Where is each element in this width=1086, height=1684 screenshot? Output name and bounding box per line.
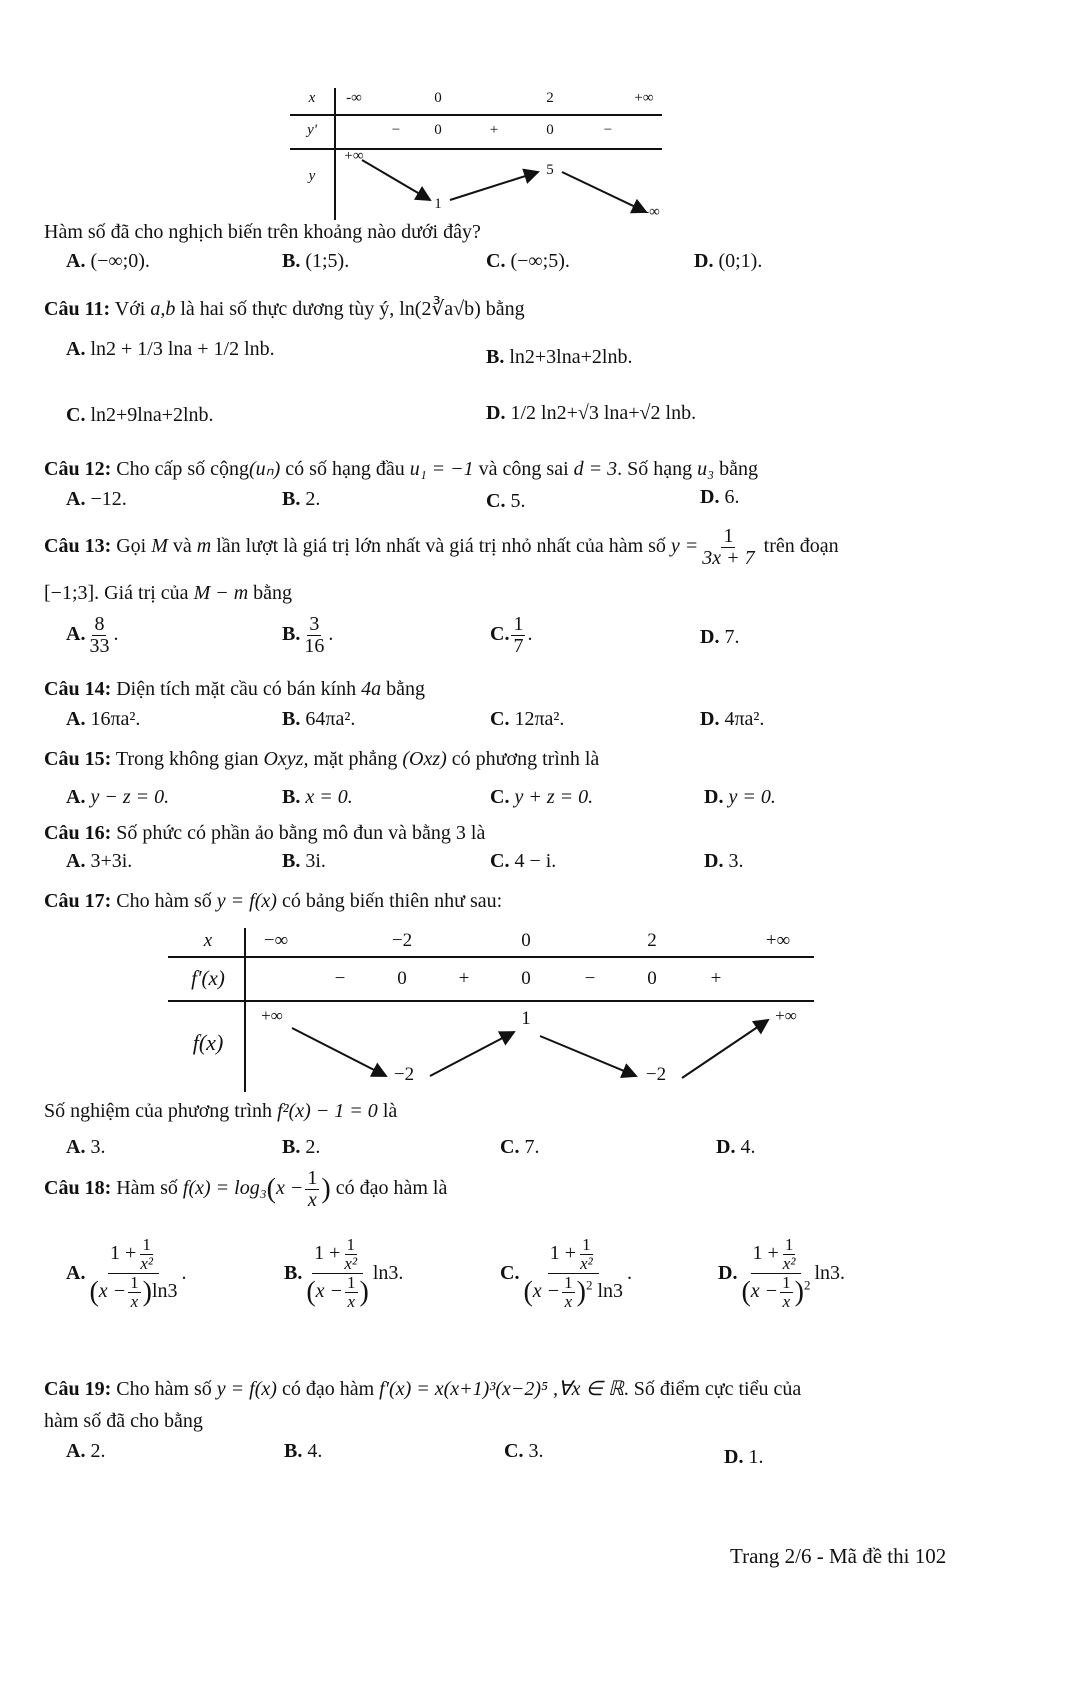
q16-option-b[interactable] <box>282 850 326 873</box>
math-text: x − <box>750 1279 779 1302</box>
stem-math: 4a <box>361 678 382 700</box>
option-text: 2. <box>305 1136 321 1158</box>
option-label: C. <box>504 1440 524 1462</box>
y-value: +∞ <box>344 148 364 164</box>
q17-question <box>44 1100 397 1123</box>
q16-option-c[interactable] <box>490 850 556 873</box>
x-value: +∞ <box>765 930 791 951</box>
q13-option-c[interactable]: C. $\frac{1}{7}$ . <box>490 613 533 657</box>
option-label: D. <box>486 402 506 424</box>
fraction-numerator: 1 <box>784 1235 794 1254</box>
option-text: 6. <box>724 486 740 508</box>
fraction-numerator <box>751 1236 802 1274</box>
option-text: 1. <box>748 1446 764 1468</box>
fraction-numerator <box>108 1236 159 1274</box>
option-label: A. <box>66 1136 86 1158</box>
q18-option-c[interactable] <box>500 1236 632 1310</box>
stem-math: u₃ <box>697 458 715 480</box>
q10-option-c[interactable] <box>486 250 570 273</box>
q17-option-a[interactable] <box>66 1136 105 1159</box>
option-label: B. <box>284 1440 303 1462</box>
fraction-denominator: (x − $\frac{1}{x}$ ) <box>306 1272 369 1311</box>
row-label-yprime: y' <box>307 122 317 138</box>
option-fraction <box>511 614 525 657</box>
q12-stem <box>44 456 758 481</box>
fraction-numerator: 1 <box>582 1235 591 1254</box>
option-label: D. <box>700 486 720 508</box>
arrow-down-icon <box>292 1028 386 1076</box>
q14-option-a[interactable] <box>66 708 140 731</box>
stem-text: mặt phẳng <box>313 748 398 770</box>
fraction-denominator: x <box>307 1189 317 1211</box>
stem-math: (Oxz) <box>402 748 447 770</box>
q12-option-b[interactable] <box>282 488 320 511</box>
stem-text: Số phức có phần ảo bằng mô đun và bằng 3 là <box>116 822 486 844</box>
stem-text: . Số điểm cực tiểu của <box>623 1378 802 1400</box>
stem-text: có số hạng đầu <box>285 458 405 480</box>
q10-question: Hàm số đã cho nghịch biến trên khoảng nào dưới đây? <box>44 221 481 243</box>
fraction-denominator: 33 <box>89 635 110 657</box>
fprime-value: 0 <box>647 968 657 989</box>
fraction-numerator <box>548 1236 599 1274</box>
fprime-sign: + <box>710 968 722 989</box>
f-value: +∞ <box>775 1006 797 1025</box>
q12-option-d[interactable] <box>700 486 739 509</box>
exponent: 2 <box>585 1276 593 1292</box>
stem-text: có phương trình là <box>451 748 600 770</box>
option-label: B. <box>282 250 301 272</box>
stem-text: và <box>172 535 192 558</box>
stem-text: có đạo hàm <box>281 1378 375 1400</box>
q15-stem <box>44 748 599 771</box>
f-value: 1 <box>521 1008 531 1029</box>
option-label: B. <box>282 708 301 730</box>
fraction-numerator: 8 <box>94 613 105 635</box>
q14-option-c[interactable] <box>490 708 564 731</box>
q17-variation-table <box>168 928 818 1092</box>
option-text: 4. <box>307 1440 323 1462</box>
q12-option-c[interactable] <box>486 490 525 513</box>
option-text: 2. <box>90 1440 106 1462</box>
f-value: −2 <box>645 1064 667 1085</box>
stem-text: Số nghiệm của phương trình <box>44 1100 273 1122</box>
stem-math: y = f(x) <box>216 1378 277 1400</box>
question-number: Câu 15: <box>44 748 112 770</box>
option-label: C. <box>500 1261 520 1284</box>
fprime-value: 0 <box>521 968 531 989</box>
stem-text: Cho hàm số <box>116 890 212 912</box>
row-label-fprime: f′(x) <box>191 966 225 990</box>
q19-option-b[interactable] <box>284 1440 322 1463</box>
option-label: D. <box>704 786 724 808</box>
q17-option-d[interactable] <box>716 1136 755 1159</box>
option-text: ln2+3lna+2lnb. <box>509 346 633 368</box>
stem-text: trên đoạn <box>763 535 839 558</box>
option-label: C. <box>490 623 510 646</box>
question-number: Câu 16: <box>44 822 112 844</box>
q11-stem <box>44 296 525 321</box>
stem-text: Cho hàm số <box>116 1378 212 1400</box>
fraction-denominator: 16 <box>304 635 325 657</box>
q11-option-d[interactable] <box>486 402 696 425</box>
question-number: Câu 19: <box>44 1378 112 1400</box>
x-value: 0 <box>521 930 531 951</box>
option-text: ln2+9lna+2lnb. <box>90 404 214 426</box>
q10-variation-table <box>290 88 670 220</box>
q19-option-c[interactable] <box>504 1440 543 1463</box>
x-value: −2 <box>391 930 413 951</box>
option-label: B. <box>282 1136 301 1158</box>
fprime-sign: − <box>584 968 596 989</box>
option-label: A. <box>66 488 86 510</box>
f-value: −2 <box>393 1064 415 1085</box>
fraction-numerator: 1 <box>346 1235 355 1254</box>
option-text: ln2 + 1/3 lna + 1/2 lnb. <box>90 338 275 360</box>
math-text: 1 + <box>110 1241 137 1264</box>
math-text: 1 + <box>549 1241 577 1264</box>
q15-option-c[interactable] <box>490 786 593 809</box>
fraction-numerator <box>312 1236 363 1274</box>
stem-text: Diện tích mặt cầu có bán kính <box>116 678 357 700</box>
stem-text: bằng <box>719 458 758 480</box>
fraction-denominator: x <box>782 1291 791 1311</box>
option-text: 3. <box>728 850 744 872</box>
q19-option-a[interactable] <box>66 1440 105 1463</box>
stem-math: m <box>196 535 212 558</box>
q13-stem-line2 <box>44 582 292 605</box>
stem-math: f(x) = log₃ <box>182 1177 267 1200</box>
q18-option-b[interactable] <box>284 1236 403 1310</box>
fraction-numerator: 1 <box>347 1272 356 1292</box>
fraction-numerator: 1 <box>130 1272 139 1292</box>
q19-stem <box>44 1376 801 1401</box>
option-label: D. <box>724 1446 744 1468</box>
fraction-numerator: 1 <box>513 613 524 635</box>
q13-stem <box>44 526 839 569</box>
q15-option-b[interactable] <box>282 786 353 809</box>
arrow-down-icon <box>562 172 646 212</box>
q12-option-a[interactable] <box>66 488 127 511</box>
option-label: B. <box>282 850 301 872</box>
stem-math: ln(2∛a√b) <box>399 298 481 320</box>
q10-option-a[interactable] <box>66 250 150 273</box>
option-text: 3. <box>528 1440 544 1462</box>
option-label: D. <box>700 626 720 648</box>
option-text: 7. <box>724 626 740 648</box>
stem-text: . Giá trị của <box>94 582 189 604</box>
fprime-sign: + <box>458 968 470 989</box>
stem-text: bằng <box>485 298 525 320</box>
option-text: 16πa². <box>90 708 141 730</box>
stem-text: Cho cấp số cộng <box>116 458 249 480</box>
option-label: D. <box>718 1261 738 1284</box>
option-text: −12. <box>90 488 127 510</box>
option-label: C. <box>490 786 510 808</box>
question-number: Câu 14: <box>44 678 112 700</box>
variation-arrows <box>168 928 818 1092</box>
stem-math: [−1;3] <box>44 582 95 604</box>
variation-arrows <box>290 88 670 220</box>
option-label: C. <box>490 708 510 730</box>
option-text: 7. <box>524 1136 540 1158</box>
q13-option-d[interactable] <box>700 626 739 649</box>
fraction-denominator: 3x + 7 <box>702 547 755 569</box>
stem-math: y = <box>670 535 699 558</box>
option-text: y + z = 0. <box>514 786 594 808</box>
option-label: B. <box>282 623 301 646</box>
option-text: 3. <box>90 1136 106 1158</box>
option-suffix: ln3. <box>372 1261 404 1284</box>
option-text: y − z = 0. <box>90 786 170 808</box>
math-text: x − <box>98 1279 127 1302</box>
option-fraction <box>739 1236 812 1310</box>
yprime-sign: − <box>391 122 401 138</box>
option-text: (0;1). <box>718 250 763 272</box>
fraction-denominator: (x − $\frac{1}{x}$ )$^2$ ln3 <box>523 1272 624 1311</box>
stem-math: f²(x) − 1 = 0 <box>277 1100 378 1122</box>
fraction-denominator: 7 <box>513 635 524 657</box>
fraction-denominator: x² <box>782 1253 796 1273</box>
q11-option-c[interactable] <box>66 404 214 427</box>
option-text: 12πa². <box>514 708 565 730</box>
arrow-down-icon <box>540 1036 636 1076</box>
q17-option-c[interactable] <box>500 1136 539 1159</box>
stem-text: lần lượt là giá trị lớn nhất và giá trị nhỏ nhất của hàm số <box>216 535 666 558</box>
option-label: A. <box>66 623 86 646</box>
fraction-denominator: x² <box>580 1253 593 1273</box>
arrow-up-icon <box>430 1032 514 1076</box>
option-label: B. <box>284 1261 303 1284</box>
q18-stem: Câu 18: Hàm số f(x) = log₃(x − $\frac{1}{x}$ ) có đạo hàm là <box>44 1167 448 1211</box>
stem-math: (uₙ) <box>249 458 281 480</box>
fraction-denominator: (x − $\frac{1}{x}$ )ln3 <box>89 1272 178 1311</box>
question-number: Câu 13: <box>44 535 112 558</box>
option-label: A. <box>66 708 86 730</box>
option-label: D. <box>716 1136 736 1158</box>
fraction-numerator: 1 <box>782 1272 791 1292</box>
q17-stem <box>44 890 502 913</box>
y-value: 1 <box>434 196 442 212</box>
fraction-numerator: 1 <box>142 1235 151 1254</box>
x-value: 2 <box>546 90 554 106</box>
stem-math: f′(x) = x(x+1)³(x−2)⁵ ,∀x ∈ ℝ <box>379 1378 624 1400</box>
option-text: 3+3i. <box>90 850 133 872</box>
q16-option-a[interactable] <box>66 850 132 873</box>
stem-math: x − <box>276 1177 304 1200</box>
option-fraction <box>87 614 111 657</box>
option-label: A. <box>66 1440 86 1462</box>
x-value: −∞ <box>263 930 289 951</box>
stem-text: và công sai <box>478 458 569 480</box>
math-text: x − <box>532 1279 561 1302</box>
y-value: -∞ <box>644 204 660 220</box>
option-label: B. <box>282 786 301 808</box>
option-text: (−∞;5). <box>510 250 570 272</box>
fraction-numerator: 3 <box>309 613 320 635</box>
option-text: (−∞;0). <box>90 250 150 272</box>
stem-math: M <box>151 535 168 558</box>
arrow-up-icon <box>450 172 538 200</box>
math-text: ln3 <box>151 1279 178 1302</box>
f-value: +∞ <box>261 1006 283 1025</box>
fraction-denominator: x <box>564 1291 573 1311</box>
option-text: 4. <box>740 1136 756 1158</box>
stem-math: Oxyz, <box>263 748 309 770</box>
yprime-value: 0 <box>434 122 442 138</box>
question-number: Câu 11: <box>44 298 111 320</box>
stem-text: bằng <box>253 582 293 604</box>
y-value: 5 <box>546 162 554 178</box>
yprime-value: 0 <box>546 122 554 138</box>
option-fraction <box>87 1236 179 1310</box>
stem-text: Trong không gian <box>115 748 259 770</box>
q17-option-b[interactable] <box>282 1136 320 1159</box>
q14-stem <box>44 678 425 701</box>
q11-option-b[interactable] <box>486 346 632 369</box>
q10-option-d[interactable] <box>694 250 762 273</box>
option-text: x = 0. <box>305 786 353 808</box>
row-label-x: x <box>203 930 213 951</box>
option-fraction <box>521 1236 625 1310</box>
option-label: C. <box>490 850 510 872</box>
fprime-sign: − <box>334 968 346 989</box>
option-text: 4πa². <box>724 708 765 730</box>
x-value: +∞ <box>634 90 654 106</box>
fraction-denominator: (x − $\frac{1}{x}$ )$^2$ <box>741 1272 811 1311</box>
fraction-denominator: x <box>347 1291 356 1311</box>
arrow-up-icon <box>682 1020 768 1078</box>
q10-option-b[interactable] <box>282 250 349 273</box>
x-value: 0 <box>434 90 442 106</box>
q18-option-d[interactable] <box>718 1236 845 1310</box>
x-value: -∞ <box>346 90 362 106</box>
fraction-numerator: 1 <box>307 1167 318 1189</box>
stem-math: u₁ = −1 <box>409 458 474 480</box>
option-label: A. <box>66 786 86 808</box>
math-text: 1 + <box>314 1241 341 1264</box>
option-label: C. <box>486 490 506 512</box>
option-label: C. <box>500 1136 520 1158</box>
stem-math: d = 3 <box>573 458 618 480</box>
option-text: (1;5). <box>305 250 350 272</box>
option-fraction <box>302 614 326 657</box>
stem-text: là <box>382 1100 398 1122</box>
stem-math: y = f(x) <box>216 890 277 912</box>
x-value: 2 <box>647 930 657 951</box>
option-label: C. <box>486 250 506 272</box>
q19-stem-line2: hàm số đã cho bằng <box>44 1410 203 1432</box>
option-label: A. <box>66 850 86 872</box>
option-label: A. <box>66 338 86 360</box>
stem-text: bằng <box>386 678 426 700</box>
fraction-denominator: x² <box>344 1253 358 1273</box>
q16-option-d[interactable] <box>704 850 743 873</box>
option-text: 4 − i. <box>514 850 557 872</box>
stem-text: Hàm số <box>116 1177 178 1200</box>
arrow-down-icon <box>362 160 430 200</box>
option-label: D. <box>704 850 724 872</box>
q13-option-b[interactable]: B. $\frac{3}{16}$ . <box>282 613 334 657</box>
stem-math: M − m <box>193 582 249 604</box>
question-number: Câu 12: <box>44 458 112 480</box>
option-text: 64πa². <box>305 708 356 730</box>
option-text: 3i. <box>305 850 326 872</box>
stem-text: có đạo hàm là <box>335 1177 448 1200</box>
question-number: Câu 18: <box>44 1177 112 1200</box>
option-suffix: . <box>181 1261 187 1284</box>
q14-option-b[interactable] <box>282 708 355 731</box>
argument-fraction <box>305 1168 319 1211</box>
option-text: 2. <box>305 488 321 510</box>
fprime-value: 0 <box>397 968 407 989</box>
row-label-y: y <box>308 168 316 184</box>
option-suffix: . <box>627 1261 633 1284</box>
option-label: A. <box>66 250 86 272</box>
fraction-numerator: 1 <box>564 1272 573 1292</box>
yprime-sign: − <box>603 122 613 138</box>
q14-option-d[interactable] <box>700 708 764 731</box>
option-suffix: ln3. <box>814 1261 846 1284</box>
q15-option-d[interactable] <box>704 786 776 809</box>
fraction-numerator: 1 <box>723 525 734 547</box>
page-footer: Trang 2/6 - Mã đề thi 102 <box>730 1544 947 1568</box>
stem-text: Với <box>114 298 146 320</box>
q18-option-a[interactable] <box>66 1236 187 1310</box>
option-label: D. <box>694 250 714 272</box>
math-text: ln3 <box>597 1279 624 1302</box>
stem-math: a,b <box>150 298 176 320</box>
q15-option-a[interactable] <box>66 786 169 809</box>
q11-option-a[interactable] <box>66 338 275 361</box>
fraction-denominator: x² <box>140 1253 153 1273</box>
option-label: B. <box>282 488 301 510</box>
exponent: 2 <box>803 1276 811 1292</box>
option-text: 1/2 ln2+√3 lna+√2 lnb. <box>510 402 697 424</box>
q16-stem <box>44 822 485 845</box>
math-text: x − <box>315 1279 344 1302</box>
q19-option-d[interactable] <box>724 1446 763 1469</box>
stem-text: có bảng biến thiên như sau: <box>281 890 503 912</box>
stem-text: Gọi <box>116 535 147 558</box>
function-fraction <box>700 526 756 569</box>
row-label-f: f(x) <box>192 1030 224 1055</box>
option-text: 5. <box>510 490 526 512</box>
stem-text: . Số hạng <box>617 458 693 480</box>
question-number: Câu 17: <box>44 890 112 912</box>
stem-text: là hai số thực dương tùy ý, <box>180 298 395 320</box>
row-label-x: x <box>308 90 316 106</box>
option-label: D. <box>700 708 720 730</box>
option-label: B. <box>486 346 505 368</box>
q13-option-a[interactable]: A. $\frac{8}{33}$ . <box>66 613 119 657</box>
yprime-sign: + <box>489 122 499 138</box>
option-fraction <box>304 1236 371 1310</box>
math-text: 1 + <box>752 1241 779 1264</box>
option-label: C. <box>66 404 86 426</box>
option-label: A. <box>66 1261 86 1284</box>
option-text: y = 0. <box>728 786 776 808</box>
fraction-denominator: x <box>130 1291 139 1311</box>
